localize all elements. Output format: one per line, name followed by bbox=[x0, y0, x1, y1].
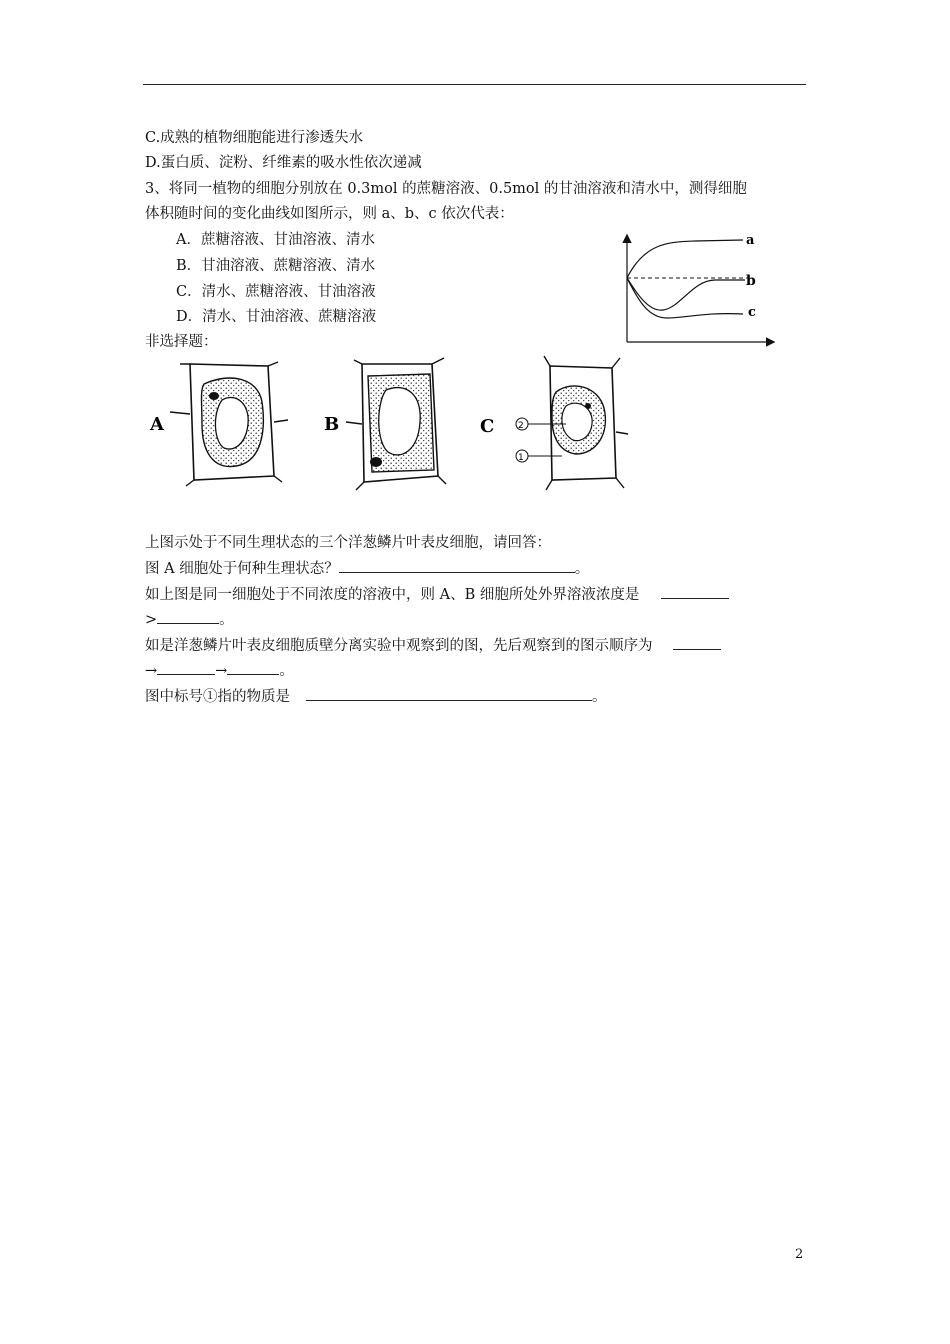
cell-b bbox=[324, 358, 446, 490]
question-b-text: 如上图是同一细胞处于不同浓度的溶液中，则 A、B 细胞所处外界溶液浓度是 bbox=[145, 587, 640, 603]
question-3-option-c: C．清水、蔗糖溶液、甘油溶液 bbox=[176, 284, 376, 300]
cell-diagram bbox=[150, 352, 640, 492]
question-b-line-2 bbox=[145, 609, 234, 630]
question-3-line-1: 3、将同一植物的细胞分别放在 0.3mol 的蔗糖溶液、0.5mol 的甘油溶液和清水中，测得细胞 bbox=[145, 181, 747, 197]
arrow-2: → bbox=[215, 663, 228, 679]
volume-curve-graph bbox=[615, 232, 780, 347]
curve-a bbox=[627, 240, 743, 278]
question-3-option-b: B．甘油溶液、蔗糖溶液、清水 bbox=[176, 258, 376, 274]
question-3-option-d: D．清水、甘油溶液、蔗糖溶液 bbox=[176, 309, 377, 325]
answer-blank-d[interactable] bbox=[306, 686, 592, 701]
curve-c bbox=[627, 278, 743, 318]
question-d-suffix: 。 bbox=[592, 689, 607, 705]
question-a-text: 图 A 细胞处于何种生理状态？ bbox=[145, 561, 339, 577]
non-choice-heading: 非选择题： bbox=[145, 334, 218, 350]
curve-label-b: b bbox=[746, 273, 756, 289]
answer-blank-c2[interactable] bbox=[157, 660, 215, 675]
header-rule bbox=[143, 84, 806, 85]
answer-blank-c1[interactable] bbox=[673, 635, 721, 650]
cell-label-b: B bbox=[324, 414, 340, 435]
question-3-line-2: 体积随时间的变化曲线如图所示，则 a、b、c 依次代表： bbox=[145, 206, 514, 222]
answer-blank-b2[interactable] bbox=[157, 609, 219, 624]
greater-than-sign: > bbox=[145, 612, 158, 628]
cell-a bbox=[149, 362, 288, 486]
cell-label-a: A bbox=[150, 414, 164, 435]
question-a-suffix: 。 bbox=[574, 561, 590, 577]
option-d-previous: D.蛋白质、淀粉、纤维素的吸水性依次递减 bbox=[145, 155, 422, 171]
curve-label-a: a bbox=[746, 233, 755, 248]
answer-blank-c3[interactable] bbox=[227, 660, 279, 675]
question-b-line-1 bbox=[145, 584, 729, 605]
question-c-line-1 bbox=[145, 635, 721, 656]
curve-label-c: c bbox=[748, 305, 756, 320]
question-c-suffix: 。 bbox=[279, 663, 294, 679]
question-3-option-a: A．蔗糖溶液、甘油溶液、清水 bbox=[176, 232, 375, 248]
question-d-text: 图中标号①指的物质是 bbox=[145, 689, 290, 705]
question-c-line-2 bbox=[145, 660, 294, 681]
curve-b bbox=[627, 278, 745, 310]
marker-2: 2 bbox=[518, 421, 524, 431]
cell-label-c: C bbox=[480, 416, 495, 437]
cell-c bbox=[480, 356, 628, 490]
marker-1: 1 bbox=[518, 453, 524, 463]
answer-blank-a[interactable] bbox=[339, 558, 575, 573]
intro-line: 上图示处于不同生理状态的三个洋葱鳞片叶表皮细胞，请回答： bbox=[145, 535, 551, 551]
page-number: 2 bbox=[795, 1247, 804, 1262]
question-a bbox=[145, 558, 589, 579]
answer-blank-b1[interactable] bbox=[661, 584, 729, 599]
option-c-previous: C.成熟的植物细胞能进行渗透失水 bbox=[145, 130, 364, 146]
arrow-1: → bbox=[145, 663, 158, 679]
question-d bbox=[145, 686, 607, 707]
question-c-text: 如是洋葱鳞片叶表皮细胞质壁分离实验中观察到的图，先后观察到的图示顺序为 bbox=[145, 638, 653, 654]
question-b-suffix: 。 bbox=[219, 612, 234, 628]
